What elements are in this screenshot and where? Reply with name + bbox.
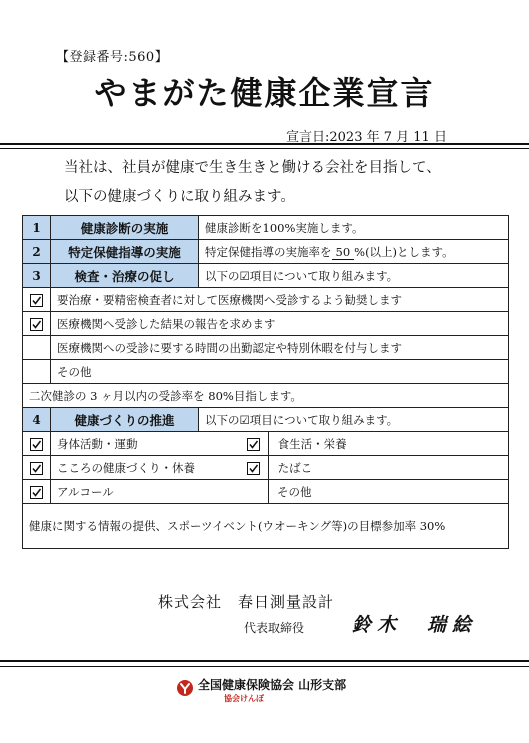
item-text: 健康診断を100%実施します。 [199, 216, 509, 240]
check-text: 医療機関へ受診した結果の報告を求めます [51, 312, 509, 336]
checkbox-cell [23, 288, 51, 312]
item-number: 2 [23, 240, 51, 264]
check-row [23, 432, 509, 456]
checkbox-cell [23, 312, 51, 336]
check-pair-cell [269, 432, 509, 456]
check-row [23, 312, 509, 336]
item-row-2 [23, 240, 509, 264]
check-text [51, 456, 269, 480]
item-row-1 [23, 216, 509, 240]
check-text: その他 [51, 360, 509, 384]
checkbox-checked-icon [30, 462, 43, 475]
check-label: 食生活・栄養 [277, 436, 347, 451]
item-number: 1 [23, 216, 51, 240]
check-pair-cell [269, 456, 509, 480]
other-detail-row [23, 504, 509, 549]
header-divider [0, 143, 529, 145]
check-label: アルコール [57, 484, 114, 499]
checkbox-checked-icon [30, 486, 43, 499]
item-text-pre: 特定保健指導の実施率を [205, 244, 332, 259]
check-pair-cell [269, 480, 509, 504]
check-label: たばこ [277, 460, 313, 475]
check-text: 要治療・要精密検査者に対して医療機関へ受診するよう勧奨します [51, 288, 509, 312]
check-row [23, 456, 509, 480]
checkbox-cell-empty [23, 360, 51, 384]
check-row [23, 480, 509, 504]
intro-line-2: 以下の健康づくりに取り組みます。 [64, 189, 295, 205]
item-text: 以下の☑項目について取り組みます。 [199, 264, 509, 288]
organization-subtitle: 協会けんぽ [224, 694, 264, 703]
representative-signature: 鈴木 瑞絵 [352, 614, 478, 636]
checkbox-checked-icon [30, 438, 43, 451]
item-text [199, 240, 509, 264]
check-row [23, 336, 509, 360]
checkbox-cell [23, 432, 51, 456]
item-number: 3 [23, 264, 51, 288]
check-label: 身体活動・運動 [57, 436, 138, 451]
company-name: 株式会社 春日測量設計 [158, 593, 335, 611]
declaration-date: 宣言日:2023 年 7 月 11 日 [286, 130, 447, 145]
checkbox-checked-icon [247, 438, 260, 451]
item-heading: 特定保健指導の実施 [51, 240, 199, 264]
check-row [23, 288, 509, 312]
checkbox-checked-icon [30, 294, 43, 307]
declaration-table [22, 215, 509, 549]
intro-line-1: 当社は、社員が健康で生き生きと働ける会社を目指して、 [64, 160, 441, 176]
checkbox-checked-icon [247, 462, 260, 475]
header-divider-thin [0, 148, 529, 149]
other-detail-text: 健康に関する情報の提供、スポーツイベント(ウオーキング等)の目標参加率 30% [23, 504, 509, 549]
other-detail-text: 二次健診の 3 ヶ月以内の受診率を 80%目指します。 [23, 384, 509, 408]
registration-number: 【登録番号:560】 [56, 50, 169, 65]
item-text-post: %(以上)とします。 [354, 244, 454, 259]
page-title: やまがた健康企業宣言 [94, 74, 435, 112]
organization-name: 全国健康保険協会 山形支部 [198, 678, 347, 692]
check-row [23, 360, 509, 384]
kyokai-kenpo-logo-icon [176, 679, 194, 697]
check-text: 医療機関への受診に要する時間の出勤認定や特別休暇を付与します [51, 336, 509, 360]
check-label: こころの健康づくり・休養 [57, 460, 195, 475]
footer-divider-thin [0, 666, 529, 667]
check-label: その他 [277, 484, 312, 499]
footer-divider [0, 660, 529, 662]
rate-value: 50 [332, 245, 355, 260]
checkbox-cell [23, 480, 51, 504]
item-heading: 健康づくりの推進 [51, 408, 199, 432]
other-detail-row [23, 384, 509, 408]
item-text: 以下の☑項目について取り組みます。 [199, 408, 509, 432]
item-heading: 健康診断の実施 [51, 216, 199, 240]
item-heading: 検査・治療の促し [51, 264, 199, 288]
item-number: 4 [23, 408, 51, 432]
representative-title: 代表取締役 [244, 621, 305, 635]
checkbox-checked-icon [30, 318, 43, 331]
checkbox-cell [23, 456, 51, 480]
item-row-4 [23, 408, 509, 432]
checkbox-cell-empty [23, 336, 51, 360]
item-row-3 [23, 264, 509, 288]
check-text [51, 480, 269, 504]
check-text [51, 432, 269, 456]
